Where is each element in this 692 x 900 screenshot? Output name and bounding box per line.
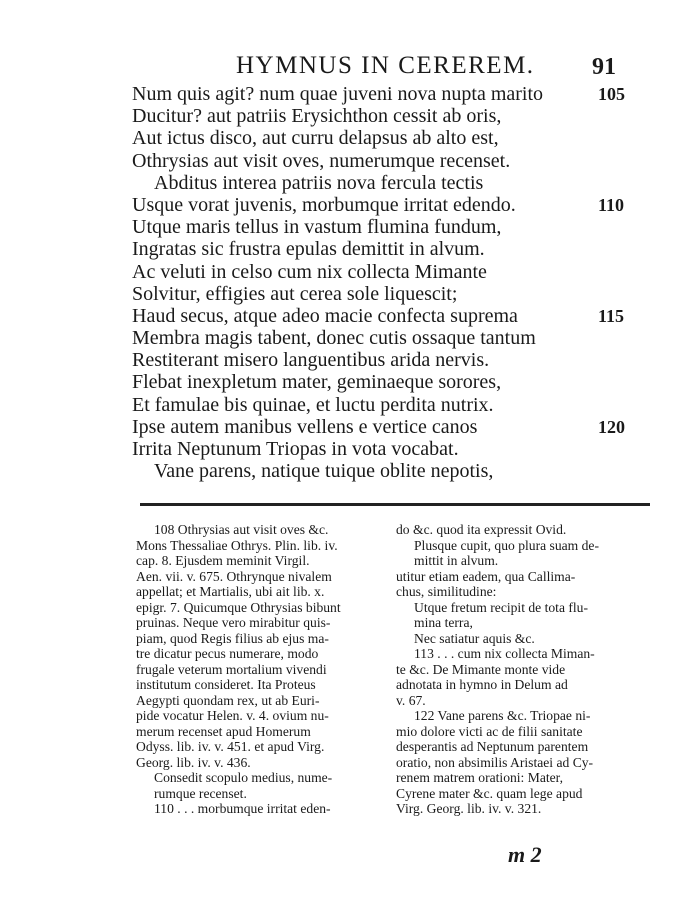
footnote-line: Consedit scopulo medius, nume- (154, 770, 333, 785)
footnote-line: chus, similitudine: (396, 584, 497, 599)
verse-line (132, 416, 632, 438)
verse-text: Num quis agit? num quae juveni nova nupta marito (132, 83, 544, 105)
verse-text: Ducitur? aut patriis Erysichthon cessit ab oris, (132, 105, 502, 128)
footnote-line: Mons Thessaliae Othrys. Plin. lib. iv. (136, 537, 338, 553)
verse-line (132, 460, 632, 482)
verse-text: Ingratas sic frustra epulas demittit in alvum. (132, 238, 485, 261)
footnote-line: Utque fretum recipit de tota flu- (414, 599, 589, 615)
footnote-line: 108 Othrysias aut visit oves &c. (154, 522, 329, 537)
footnote-line: rumque recenset. (154, 785, 247, 801)
verse-line (132, 83, 632, 105)
verse-line (132, 327, 632, 349)
footnote-rule (140, 503, 650, 506)
notes-column-right (396, 522, 648, 817)
footnote-line: te &c. De Mimante monte vide (396, 661, 566, 677)
footnote-line: institutum consideret. Ita Proteus (136, 677, 316, 692)
running-title: HYMNUS IN CEREREM. (236, 52, 535, 79)
footnote-line: frugale veterum mortalium vivendi (136, 661, 327, 677)
footnote-line: Odyss. lib. iv. v. 451. et apud Virg. (136, 739, 325, 754)
footnote-line: oratio, non absimilis Aristaei ad Cy- (396, 754, 594, 770)
verse-line (132, 305, 632, 327)
verse-text: Usque vorat juvenis, morbumque irritat edendo. (132, 193, 516, 216)
verse-line (132, 216, 632, 238)
footnote-line: piam, quod Regis filius ab ejus ma- (136, 630, 329, 646)
footnote-line: 122 Vane parens &c. Triopae ni- (414, 708, 591, 723)
footnote-line: pruinas. Neque vero mirabitur quis- (136, 615, 331, 630)
footnote-line: merum recenset apud Homerum (136, 723, 311, 739)
footnote-line: Aen. vii. v. 675. Othrynque nivalem (136, 568, 332, 584)
verse-line (132, 371, 632, 393)
footnote-line: desperantis ad Neptunum parentem (396, 739, 589, 754)
verse-line (132, 238, 632, 260)
line-number: 115 (598, 305, 625, 326)
footnote-line: mittit in alvum. (414, 553, 499, 568)
verse-line (132, 127, 632, 149)
footnote-line: Georg. lib. iv. v. 436. (136, 754, 251, 770)
verse-line (132, 172, 632, 194)
verse-text: Ipse autem manibus vellens e vertice canos (132, 415, 478, 438)
verse-text: Restiterant misero languentibus arida nervis. (132, 349, 490, 372)
footnote-line: Plusque cupit, quo plura suam de- (414, 537, 599, 553)
footnote-line: adnotata in hymno in Delum ad (396, 677, 568, 692)
footnote-line: mina terra, (414, 615, 473, 630)
footnote-line: 113 . . . cum nix collecta Miman- (414, 646, 595, 661)
verse-text: Haud secus, atque adeo macie confecta suprema (132, 304, 518, 327)
verse-line (132, 261, 632, 283)
verse-text: Utque maris tellus in vastum flumina fundum, (132, 216, 502, 239)
verse-block (132, 83, 632, 482)
line-number: 120 (598, 416, 625, 437)
notes-column-left (136, 522, 384, 817)
footnote-line: do &c. quod ita expressit Ovid. (396, 522, 567, 537)
verse-line (132, 438, 632, 460)
verse-line (132, 283, 632, 305)
footnote-line: Cyrene mater &c. quam lege apud (396, 785, 583, 801)
line-number: 110 (598, 194, 625, 215)
footnote-line: pide vocatur Helen. v. 4. ovium nu- (136, 708, 329, 723)
footnote-line: 110 . . . morbumque irritat eden- (154, 801, 331, 816)
verse-text: Irrita Neptunum Triopas in vota vocabat. (132, 438, 459, 460)
footnote-line: appellat; et Martialis, ubi ait lib. x. (136, 584, 325, 599)
verse-text: Solvitur, effigies aut cerea sole liquescit; (132, 282, 458, 305)
verse-line (132, 150, 632, 172)
verse-line (132, 349, 632, 371)
footnote-line: v. 67. (396, 692, 426, 708)
verse-text: Flebat inexpletum mater, geminaeque sorores, (132, 371, 502, 394)
signature-mark: m 2 (508, 842, 542, 867)
verse-text: Othrysias aut visit oves, numerumque recenset. (132, 149, 511, 172)
footnote-line: utitur etiam eadem, qua Callima- (396, 568, 576, 584)
line-number: 105 (598, 84, 625, 104)
verse-text: Vane parens, natique tuique oblite nepotis, (154, 460, 494, 483)
footnote-line: Aegypti quondam rex, ut ab Euri- (136, 692, 320, 708)
footnote-line: renem matrem orationi: Mater, (396, 770, 564, 785)
verse-line (132, 105, 632, 127)
footnote-line: epigr. 7. Quicumque Othrysias bibunt (136, 599, 341, 615)
page-number: 91 (592, 54, 616, 80)
verse-line (132, 394, 632, 416)
verse-text: Et famulae bis quinae, et luctu perdita nutrix. (132, 393, 494, 416)
verse-text: Abditus interea patriis nova fercula tectis (154, 171, 484, 194)
footnote-line: Virg. Georg. lib. iv. v. 321. (396, 801, 542, 816)
verse-text: Aut ictus disco, aut curru delapsus ab alto est, (132, 127, 499, 150)
verse-line (132, 194, 632, 216)
footnote-line: Nec satiatur aquis &c. (414, 630, 535, 646)
footnote-line: tre dicatur pecus numerare, modo (136, 646, 319, 661)
verse-text: Ac veluti in celso cum nix collecta Mimante (132, 260, 487, 283)
verse-text: Membra magis tabent, donec cutis ossaque tantum (132, 327, 536, 350)
footnote-line: mio dolore victi ac de filii sanitate (396, 723, 583, 739)
footnote-line: cap. 8. Ejusdem meminit Virgil. (136, 553, 310, 568)
